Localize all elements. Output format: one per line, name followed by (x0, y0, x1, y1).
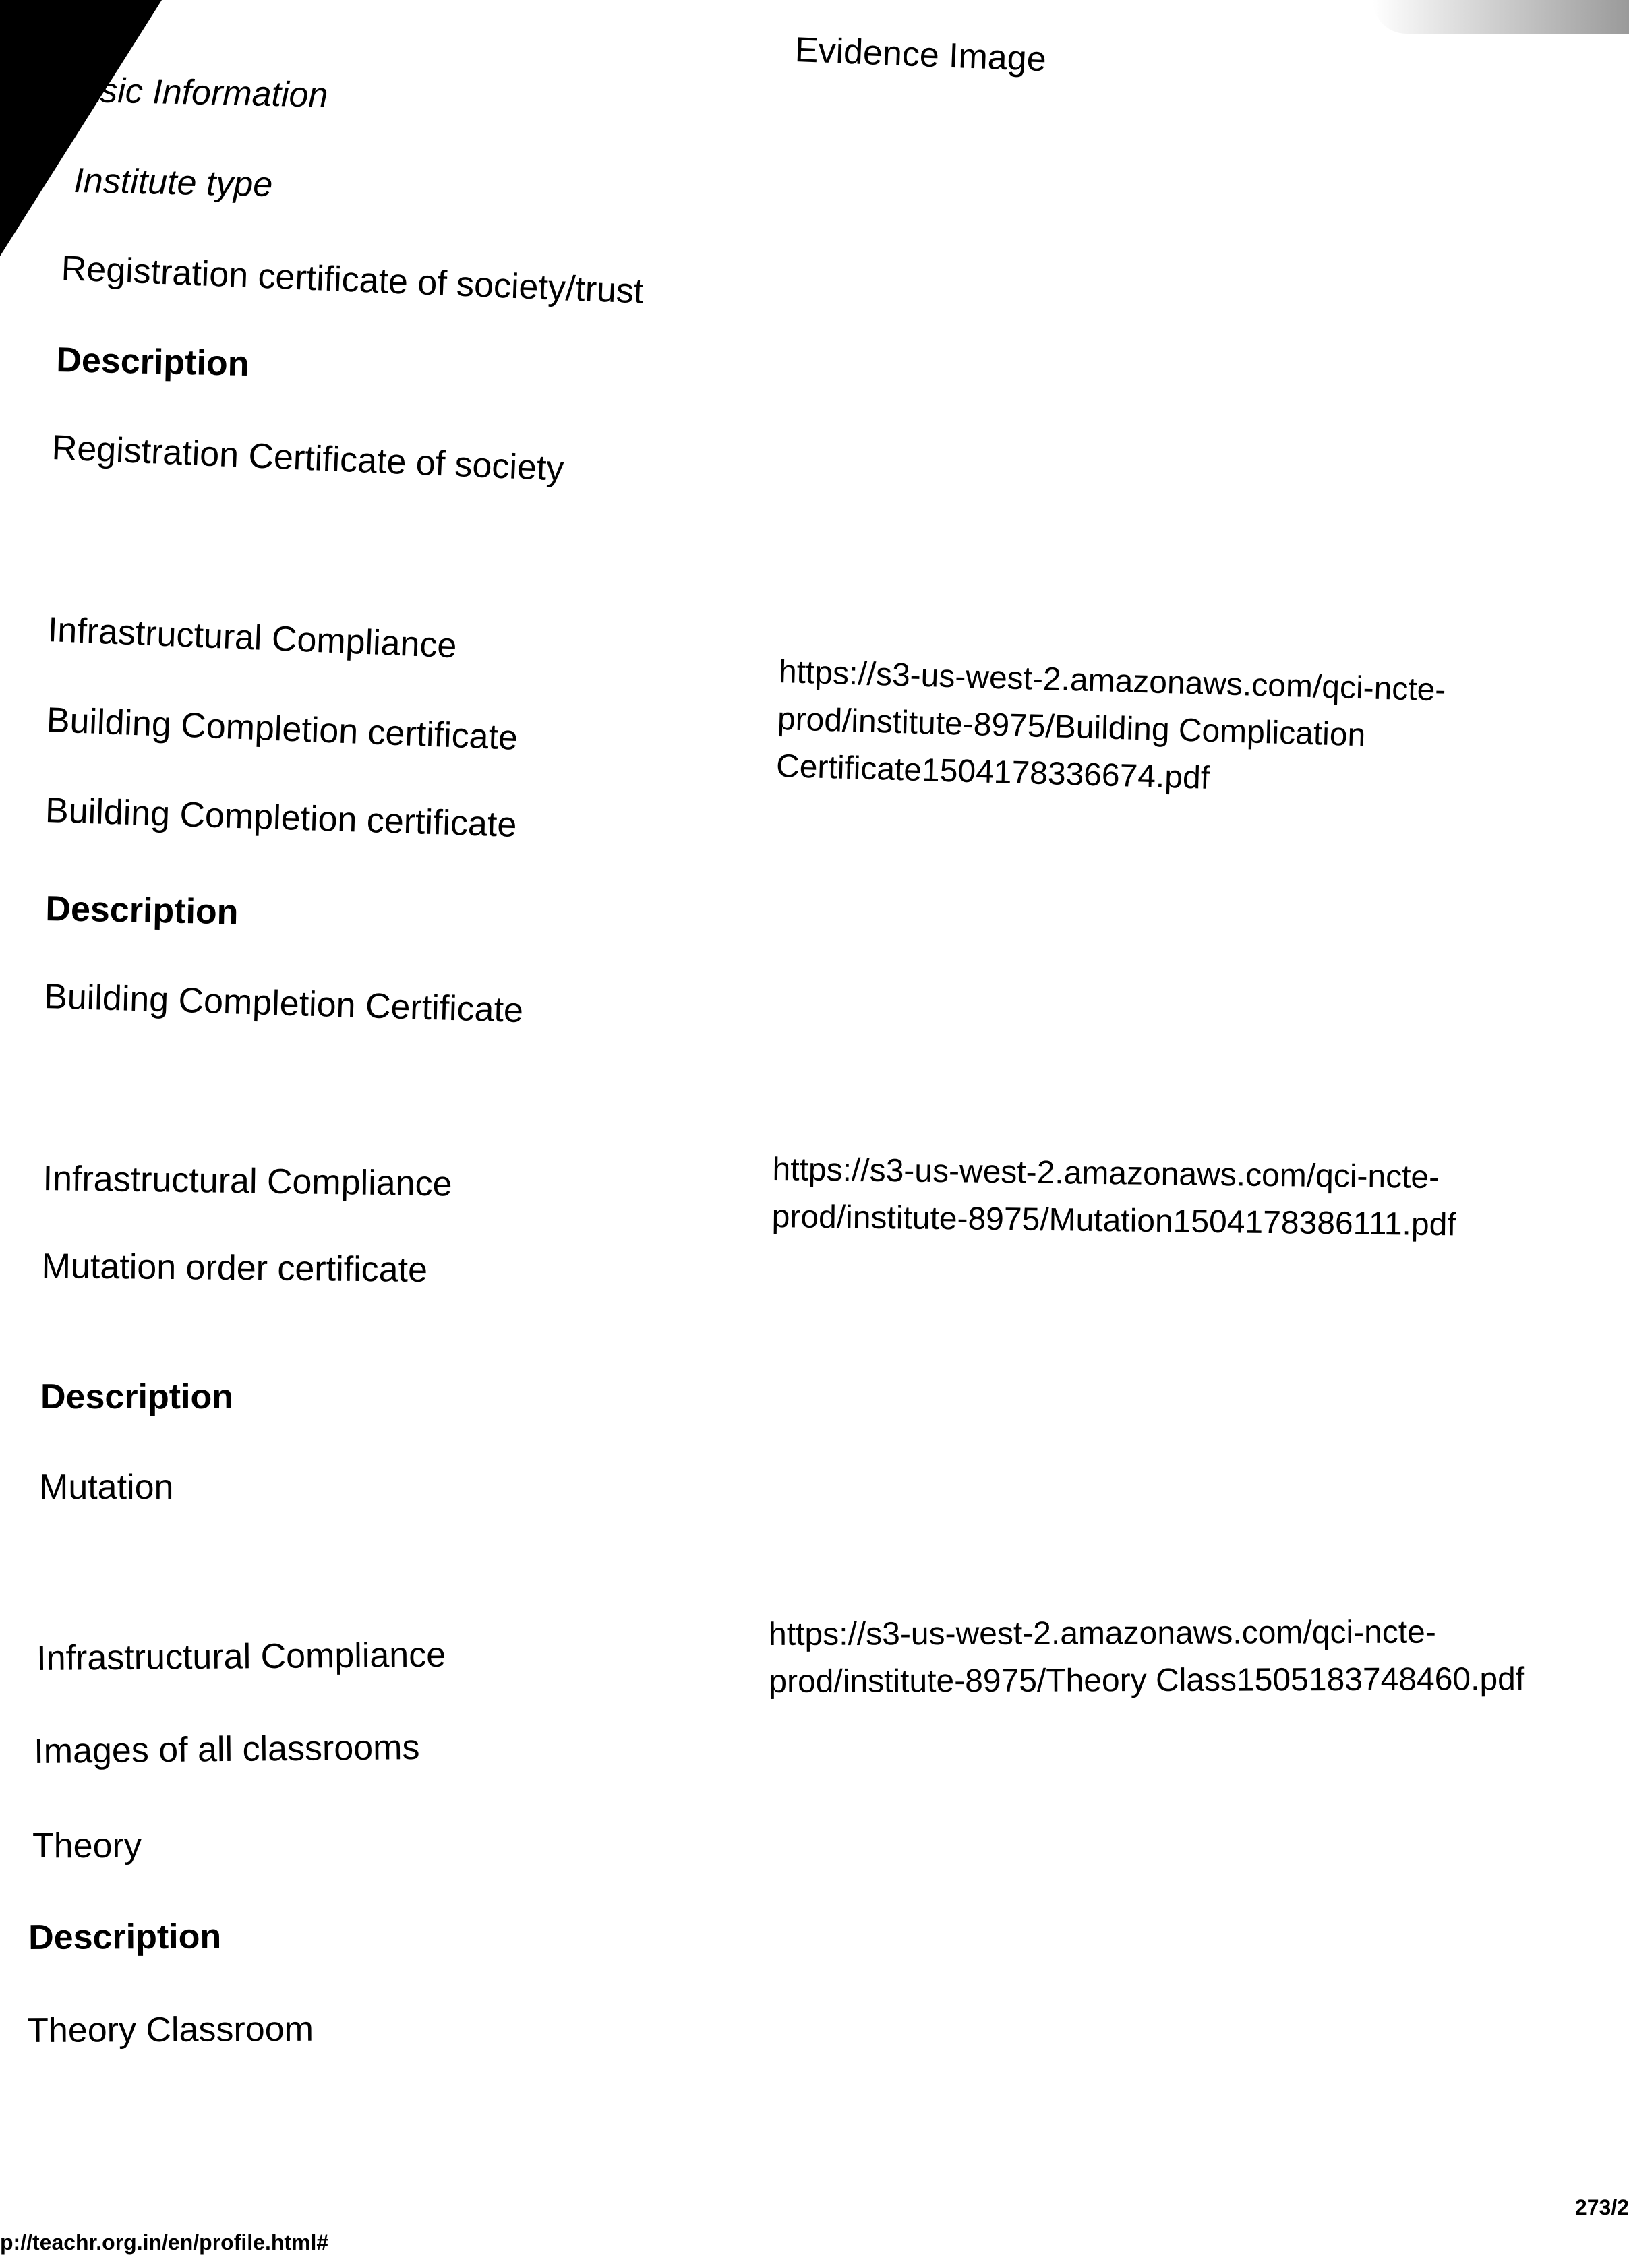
evidence-link[interactable] (775, 649, 1446, 809)
field-building-completion-certificate: Building Completion certificate (45, 700, 519, 758)
evidence-link-line: prod/institute-8975/Mutation1504178386111.pdf (771, 1198, 1456, 1243)
page-corner-smudge (1373, 0, 1629, 34)
description-label: Description (40, 1377, 234, 1416)
description-label: Description (55, 340, 250, 384)
field-images-of-all-classrooms: Images of all classrooms (33, 1728, 420, 1771)
section-title-infrastructural-compliance: Infrastructural Compliance (42, 1159, 452, 1204)
description-text: Registration Certificate of society (51, 428, 565, 489)
evidence-link-line: Certificate1504178336674.pdf (775, 748, 1210, 796)
page-number: 273/2 (1574, 2195, 1629, 2219)
section-title-basic-information: asic Information (80, 71, 329, 115)
description-label: Description (28, 1917, 222, 1957)
evidence-image-header: Evidence Image (794, 30, 1047, 80)
page-corner-shadow (0, 0, 162, 256)
evidence-link-line: https://s3-us-west-2.amazonaws.com/qci-ncte- (769, 1614, 1436, 1652)
field-building-completion-certificate: Building Completion certificate (45, 791, 518, 845)
evidence-link[interactable] (769, 1609, 1524, 1706)
field-theory: Theory (32, 1826, 142, 1866)
field-institute-type: Institute type (73, 161, 273, 205)
evidence-link[interactable] (771, 1146, 1457, 1249)
evidence-link-line: prod/institute-8975/Theory Class1505183748460.pdf (769, 1661, 1525, 1700)
field-registration-certificate: Registration certificate of society/trust (60, 249, 645, 311)
evidence-link-line: https://s3-us-west-2.amazonaws.com/qci-ncte- (778, 653, 1447, 709)
description-text: Theory Classroom (26, 2009, 314, 2050)
evidence-link-line: prod/institute-8975/Building Complication (777, 700, 1366, 754)
description-label: Description (45, 889, 239, 932)
description-text: Mutation (39, 1468, 174, 1507)
evidence-link-line: https://s3-us-west-2.amazonaws.com/qci-ncte- (772, 1151, 1440, 1196)
description-text: Building Completion Certificate (43, 977, 524, 1031)
section-title-infrastructural-compliance: Infrastructural Compliance (36, 1635, 446, 1678)
section-title-infrastructural-compliance: Infrastructural Compliance (47, 610, 458, 666)
field-mutation-order-certificate: Mutation order certificate (41, 1247, 428, 1290)
footer-url[interactable]: p://teachr.org.in/en/profile.html# (0, 2230, 329, 2255)
